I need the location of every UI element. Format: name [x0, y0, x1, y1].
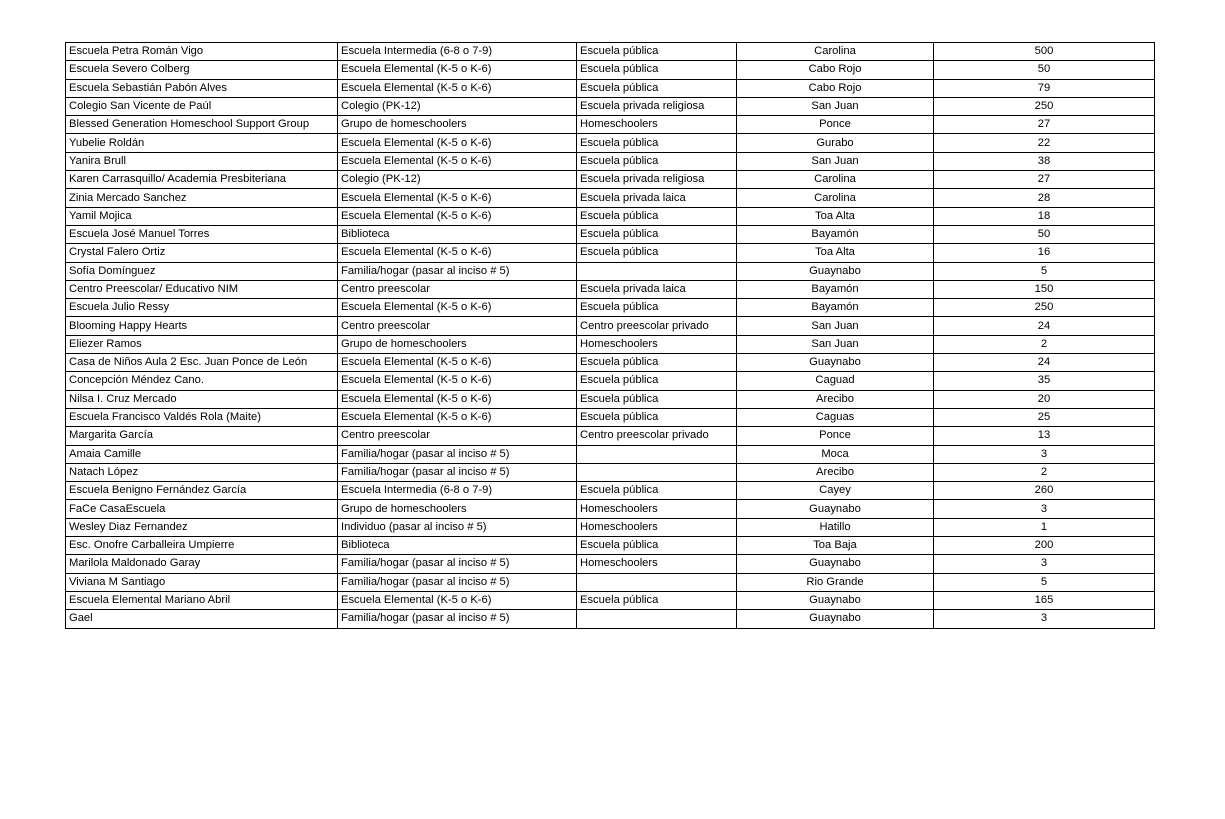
table-row — [66, 262, 1155, 280]
town-cell: Carolina — [737, 43, 934, 61]
count-cell: 3 — [934, 445, 1155, 463]
table-row — [66, 573, 1155, 591]
type-cell: Escuela Intermedia (6-8 o 7-9) — [338, 482, 577, 500]
name-cell: Escuela Petra Román Vigo — [66, 43, 338, 61]
town-cell: Guaynabo — [737, 354, 934, 372]
table-row — [66, 335, 1155, 353]
table-row — [66, 79, 1155, 97]
table-row — [66, 317, 1155, 335]
type-cell: Biblioteca — [338, 537, 577, 555]
table-row — [66, 390, 1155, 408]
town-cell: San Juan — [737, 97, 934, 115]
table-row — [66, 537, 1155, 555]
town-cell: Guaynabo — [737, 262, 934, 280]
count-cell: 27 — [934, 171, 1155, 189]
name-cell: Centro Preescolar/ Educativo NIM — [66, 280, 338, 298]
type-cell: Escuela Elemental (K-5 o K-6) — [338, 79, 577, 97]
type-cell: Escuela Elemental (K-5 o K-6) — [338, 354, 577, 372]
type-cell: Centro preescolar — [338, 317, 577, 335]
count-cell: 27 — [934, 116, 1155, 134]
count-cell: 500 — [934, 43, 1155, 61]
type-cell: Individuo (pasar al inciso # 5) — [338, 518, 577, 536]
town-cell: San Juan — [737, 335, 934, 353]
count-cell: 3 — [934, 500, 1155, 518]
town-cell: San Juan — [737, 152, 934, 170]
data-table — [65, 42, 1155, 629]
count-cell: 24 — [934, 354, 1155, 372]
town-cell: Cabo Rojo — [737, 61, 934, 79]
table-row — [66, 372, 1155, 390]
name-cell: Natach López — [66, 463, 338, 481]
count-cell: 38 — [934, 152, 1155, 170]
category-cell: Escuela privada laica — [577, 280, 737, 298]
table-row — [66, 207, 1155, 225]
type-cell: Escuela Elemental (K-5 o K-6) — [338, 189, 577, 207]
type-cell: Familia/hogar (pasar al inciso # 5) — [338, 445, 577, 463]
name-cell: Amaia Camille — [66, 445, 338, 463]
table-row — [66, 445, 1155, 463]
count-cell: 250 — [934, 299, 1155, 317]
category-cell — [577, 610, 737, 628]
type-cell: Biblioteca — [338, 225, 577, 243]
name-cell: Colegio San Vicente de Paúl — [66, 97, 338, 115]
type-cell: Grupo de homeschoolers — [338, 500, 577, 518]
name-cell: Gael — [66, 610, 338, 628]
count-cell: 28 — [934, 189, 1155, 207]
name-cell: Margarita García — [66, 427, 338, 445]
count-cell: 35 — [934, 372, 1155, 390]
count-cell: 1 — [934, 518, 1155, 536]
count-cell: 2 — [934, 463, 1155, 481]
town-cell: Arecibo — [737, 463, 934, 481]
count-cell: 24 — [934, 317, 1155, 335]
type-cell: Colegio (PK-12) — [338, 171, 577, 189]
type-cell: Escuela Elemental (K-5 o K-6) — [338, 372, 577, 390]
town-cell: Bayamón — [737, 225, 934, 243]
table-row — [66, 116, 1155, 134]
category-cell: Homeschoolers — [577, 555, 737, 573]
type-cell: Escuela Elemental (K-5 o K-6) — [338, 61, 577, 79]
name-cell: Crystal Falero Ortiz — [66, 244, 338, 262]
town-cell: Guaynabo — [737, 500, 934, 518]
category-cell: Escuela pública — [577, 482, 737, 500]
type-cell: Escuela Intermedia (6-8 o 7-9) — [338, 43, 577, 61]
name-cell: Zinia Mercado Sanchez — [66, 189, 338, 207]
town-cell: Carolina — [737, 171, 934, 189]
town-cell: Caguas — [737, 408, 934, 426]
town-cell: Toa Alta — [737, 244, 934, 262]
name-cell: Escuela Benigno Fernández García — [66, 482, 338, 500]
type-cell: Escuela Elemental (K-5 o K-6) — [338, 299, 577, 317]
name-cell: Yanira Brull — [66, 152, 338, 170]
type-cell: Escuela Elemental (K-5 o K-6) — [338, 408, 577, 426]
table-row — [66, 171, 1155, 189]
table-row — [66, 555, 1155, 573]
category-cell — [577, 463, 737, 481]
type-cell: Familia/hogar (pasar al inciso # 5) — [338, 463, 577, 481]
count-cell: 13 — [934, 427, 1155, 445]
count-cell: 5 — [934, 262, 1155, 280]
town-cell: Ponce — [737, 116, 934, 134]
name-cell: Esc. Onofre Carballeira Umpierre — [66, 537, 338, 555]
name-cell: Escuela Severo Colberg — [66, 61, 338, 79]
town-cell: San Juan — [737, 317, 934, 335]
town-cell: Bayamón — [737, 280, 934, 298]
table-row — [66, 97, 1155, 115]
town-cell: Moca — [737, 445, 934, 463]
category-cell: Escuela privada religiosa — [577, 171, 737, 189]
name-cell: Yamil Mojica — [66, 207, 338, 225]
town-cell: Guaynabo — [737, 610, 934, 628]
type-cell: Escuela Elemental (K-5 o K-6) — [338, 207, 577, 225]
town-cell: Guaynabo — [737, 555, 934, 573]
town-cell: Caguad — [737, 372, 934, 390]
type-cell: Grupo de homeschoolers — [338, 116, 577, 134]
count-cell: 250 — [934, 97, 1155, 115]
town-cell: Bayamón — [737, 299, 934, 317]
type-cell: Escuela Elemental (K-5 o K-6) — [338, 591, 577, 609]
count-cell: 5 — [934, 573, 1155, 591]
table-row — [66, 482, 1155, 500]
town-cell: Cayey — [737, 482, 934, 500]
table-row — [66, 225, 1155, 243]
name-cell: Wesley Diaz Fernandez — [66, 518, 338, 536]
type-cell: Escuela Elemental (K-5 o K-6) — [338, 152, 577, 170]
name-cell: Casa de Niños Aula 2 Esc. Juan Ponce de León — [66, 354, 338, 372]
category-cell — [577, 262, 737, 280]
name-cell: Nilsa I. Cruz Mercado — [66, 390, 338, 408]
type-cell: Escuela Elemental (K-5 o K-6) — [338, 134, 577, 152]
name-cell: Sofía Domínguez — [66, 262, 338, 280]
type-cell: Familia/hogar (pasar al inciso # 5) — [338, 555, 577, 573]
type-cell: Familia/hogar (pasar al inciso # 5) — [338, 262, 577, 280]
town-cell: Gurabo — [737, 134, 934, 152]
town-cell: Carolina — [737, 189, 934, 207]
count-cell: 22 — [934, 134, 1155, 152]
count-cell: 18 — [934, 207, 1155, 225]
name-cell: Eliezer Ramos — [66, 335, 338, 353]
count-cell: 25 — [934, 408, 1155, 426]
name-cell: Escuela Julio Ressy — [66, 299, 338, 317]
category-cell: Escuela pública — [577, 390, 737, 408]
count-cell: 50 — [934, 225, 1155, 243]
table-body — [66, 43, 1155, 629]
table-row — [66, 189, 1155, 207]
category-cell: Escuela pública — [577, 152, 737, 170]
count-cell: 165 — [934, 591, 1155, 609]
table-row — [66, 500, 1155, 518]
town-cell: Toa Baja — [737, 537, 934, 555]
name-cell: Blooming Happy Hearts — [66, 317, 338, 335]
table-row — [66, 591, 1155, 609]
count-cell: 2 — [934, 335, 1155, 353]
table-row — [66, 518, 1155, 536]
type-cell: Grupo de homeschoolers — [338, 335, 577, 353]
table-row — [66, 408, 1155, 426]
count-cell: 16 — [934, 244, 1155, 262]
name-cell: Concepción Méndez Cano. — [66, 372, 338, 390]
count-cell: 79 — [934, 79, 1155, 97]
name-cell: Yubelie Roldán — [66, 134, 338, 152]
category-cell: Escuela pública — [577, 244, 737, 262]
category-cell — [577, 445, 737, 463]
category-cell: Escuela pública — [577, 372, 737, 390]
table-row — [66, 43, 1155, 61]
category-cell: Centro preescolar privado — [577, 317, 737, 335]
type-cell: Escuela Elemental (K-5 o K-6) — [338, 244, 577, 262]
table-row — [66, 280, 1155, 298]
type-cell: Familia/hogar (pasar al inciso # 5) — [338, 573, 577, 591]
category-cell: Escuela pública — [577, 408, 737, 426]
name-cell: Blessed Generation Homeschool Support Group — [66, 116, 338, 134]
table-row — [66, 61, 1155, 79]
count-cell: 3 — [934, 610, 1155, 628]
name-cell: Escuela José Manuel Torres — [66, 225, 338, 243]
type-cell: Centro preescolar — [338, 280, 577, 298]
name-cell: Escuela Sebastián Pabón Alves — [66, 79, 338, 97]
type-cell: Centro preescolar — [338, 427, 577, 445]
count-cell: 50 — [934, 61, 1155, 79]
category-cell: Homeschoolers — [577, 518, 737, 536]
category-cell: Centro preescolar privado — [577, 427, 737, 445]
name-cell: Viviana M Santiago — [66, 573, 338, 591]
category-cell: Escuela pública — [577, 354, 737, 372]
category-cell: Escuela pública — [577, 79, 737, 97]
name-cell: Escuela Elemental Mariano Abril — [66, 591, 338, 609]
count-cell: 260 — [934, 482, 1155, 500]
category-cell: Escuela pública — [577, 591, 737, 609]
town-cell: Cabo Rojo — [737, 79, 934, 97]
category-cell: Escuela privada laica — [577, 189, 737, 207]
town-cell: Toa Alta — [737, 207, 934, 225]
town-cell: Ponce — [737, 427, 934, 445]
category-cell: Escuela pública — [577, 61, 737, 79]
count-cell: 3 — [934, 555, 1155, 573]
table-row — [66, 610, 1155, 628]
name-cell: Karen Carrasquillo/ Academia Presbiteriana — [66, 171, 338, 189]
category-cell: Escuela pública — [577, 207, 737, 225]
name-cell: Marilola Maldonado Garay — [66, 555, 338, 573]
table-row — [66, 427, 1155, 445]
town-cell: Arecibo — [737, 390, 934, 408]
count-cell: 150 — [934, 280, 1155, 298]
town-cell: Rio Grande — [737, 573, 934, 591]
name-cell: FaCe CasaEscuela — [66, 500, 338, 518]
category-cell: Homeschoolers — [577, 335, 737, 353]
category-cell: Escuela pública — [577, 225, 737, 243]
table-row — [66, 463, 1155, 481]
table-row — [66, 299, 1155, 317]
type-cell: Escuela Elemental (K-5 o K-6) — [338, 390, 577, 408]
category-cell: Escuela pública — [577, 299, 737, 317]
category-cell: Homeschoolers — [577, 116, 737, 134]
count-cell: 200 — [934, 537, 1155, 555]
category-cell — [577, 573, 737, 591]
town-cell: Guaynabo — [737, 591, 934, 609]
table-row — [66, 354, 1155, 372]
table-row — [66, 244, 1155, 262]
category-cell: Homeschoolers — [577, 500, 737, 518]
table-row — [66, 134, 1155, 152]
count-cell: 20 — [934, 390, 1155, 408]
category-cell: Escuela pública — [577, 537, 737, 555]
town-cell: Hatillo — [737, 518, 934, 536]
name-cell: Escuela Francisco Valdés Rola (Maite) — [66, 408, 338, 426]
table-row — [66, 152, 1155, 170]
type-cell: Colegio (PK-12) — [338, 97, 577, 115]
category-cell: Escuela privada religiosa — [577, 97, 737, 115]
category-cell: Escuela pública — [577, 134, 737, 152]
type-cell: Familia/hogar (pasar al inciso # 5) — [338, 610, 577, 628]
category-cell: Escuela pública — [577, 43, 737, 61]
